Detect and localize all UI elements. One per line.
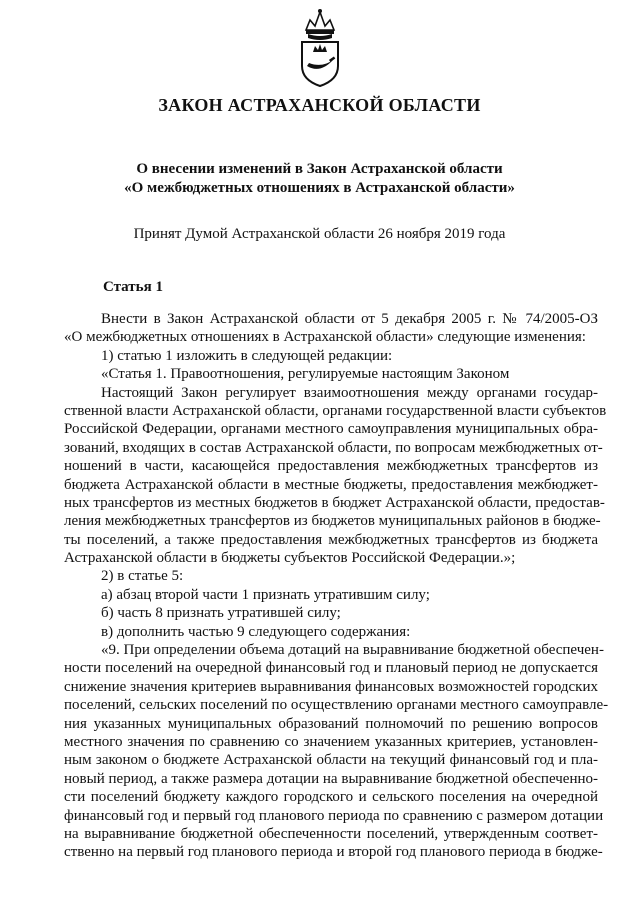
text-line: ных трансфертов из местных бюджетов в бюджет Астраханской области, предостав-: [64, 494, 605, 511]
coat-of-arms-icon: [296, 8, 344, 88]
text-line: сти поселений бюджету каждого городского и сельского поселения на очередной: [64, 789, 598, 806]
text-line: ным законом о бюджете Астраханской области на текущий финансовый год и пла-: [64, 752, 598, 769]
text-line: бюджета Астраханской области в местные бюджеты, предоставления межбюджет-: [64, 476, 598, 493]
text-line: ношений в части, касающейся предоставления межбюджетных трансфертов из: [64, 458, 598, 475]
article-body: [64, 310, 609, 862]
text-line: снижение значения критериев выравнивания финансовых возможностей городских: [64, 678, 598, 695]
text-line: местного значения по сравнению со значением указанных критериев, установлен-: [64, 733, 598, 750]
text-line: финансовый год и первый год планового периода по сравнению с размером дотации: [64, 807, 604, 824]
text-line: Российской Федерации, органами местного самоуправления муниципальных обра-: [64, 421, 598, 438]
text-line: ности поселений на очередной финансовый год и плановый период не допускается: [64, 660, 598, 677]
text-line: поселений, сельских поселений по осуществлению органами местного самоуправле-: [64, 697, 609, 714]
law-subject: [0, 160, 639, 198]
text-line: ственной власти Астраханской области, органами государственной власти субъектов: [64, 402, 607, 419]
text-line: новый период, а также размера дотации на выравнивание бюджетной обеспеченно-: [64, 770, 598, 787]
article-heading: Статья 1: [103, 279, 163, 295]
text-line: Внести в Закон Астраханской области от 5 декабря 2005 г. № 74/2005-ОЗ: [101, 311, 598, 327]
text-line: Настоящий Закон регулирует взаимоотношения между органами государ-: [101, 384, 598, 401]
text-line: б) часть 8 признать утратившей силу;: [101, 605, 341, 622]
text-line: ния указанных муниципальных образований полномочий по решению вопросов: [64, 715, 598, 732]
adoption-note: Принят Думой Астраханской области 26 ноября 2019 года: [133, 226, 506, 242]
subject-line: «О межбюджетных отношениях в Астраханской области»: [124, 180, 515, 196]
text-line: 2) в статье 5:: [101, 568, 184, 585]
text-line: 1) статью 1 изложить в следующей редакции:: [101, 347, 393, 364]
text-line: зований, входящих в состав Астраханской области, по вопросам межбюджетных от-: [64, 439, 603, 456]
text-line: «Статья 1. Правоотношения, регулируемые настоящим Законом: [101, 366, 510, 383]
text-line: Астраханской области в бюджеты субъектов Российской Федерации.»;: [64, 550, 516, 567]
text-line: ты поселений, а также предоставления межбюджетных трансфертов из бюджета: [64, 531, 598, 548]
text-line: а) абзац второй части 1 признать утратившим силу;: [101, 586, 430, 603]
text-line: ления межбюджетных трансфертов из бюджетов муниципальных районов в бюдже-: [64, 513, 601, 530]
subject-line: О внесении изменений в Закон Астраханской области: [136, 161, 503, 177]
text-line: в) дополнить частью 9 следующего содержания:: [101, 623, 411, 640]
law-title: ЗАКОН АСТРАХАНСКОЙ ОБЛАСТИ: [158, 95, 481, 115]
text-line: на выравнивание бюджетной обеспеченности поселений, утвержденным соответ-: [64, 825, 598, 842]
text-line: «О межбюджетных отношениях в Астраханской области» следующие изменения:: [64, 329, 586, 346]
text-line: «9. При определении объема дотаций на выравнивание бюджетной обеспечен-: [101, 642, 604, 659]
text-line: ственно на первый год планового периода и второй год планового периода в бюдже-: [64, 844, 603, 861]
